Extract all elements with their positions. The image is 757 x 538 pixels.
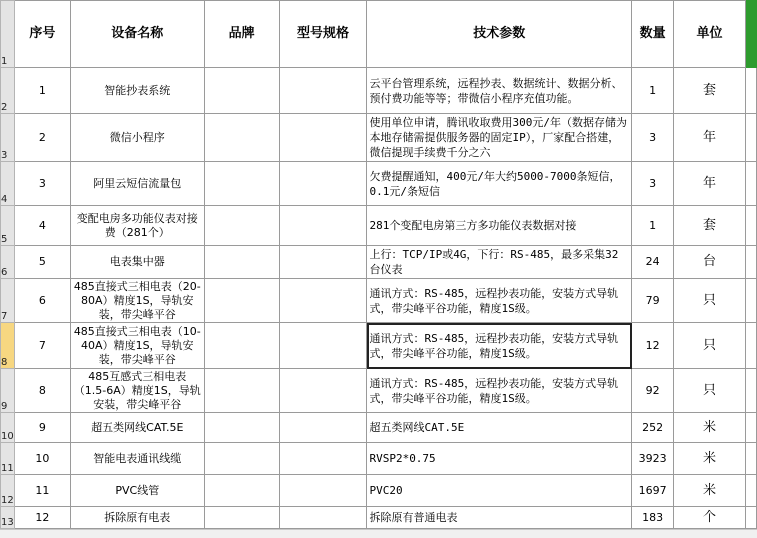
- cell-extra[interactable]: [745, 443, 756, 475]
- cell-seq[interactable]: 8: [14, 369, 70, 413]
- header-tech[interactable]: 技术参数: [367, 1, 632, 68]
- cell-tech[interactable]: 281个变配电房第三方多功能仪表数据对接: [367, 206, 632, 246]
- cell-model[interactable]: [279, 369, 367, 413]
- header-model[interactable]: 型号规格: [279, 1, 367, 68]
- cell-name[interactable]: 超五类网线CAT.5E: [70, 413, 204, 443]
- cell-unit[interactable]: 只: [674, 323, 746, 369]
- header-qty[interactable]: 数量: [632, 1, 674, 68]
- cell-seq[interactable]: 6: [14, 279, 70, 323]
- table-row: [1, 507, 757, 529]
- table-row: [1, 279, 757, 323]
- cell-tech[interactable]: 上行：TCP/IP或4G，下行：RS-485，最多采集32台仪表: [367, 246, 632, 279]
- accent-strip: [745, 1, 756, 68]
- cell-tech[interactable]: 云平台管理系统，远程抄表、数据统计、数据分析、预付费功能等等；带微信小程序充值功能。: [367, 68, 632, 114]
- cell-name[interactable]: 阿里云短信流量包: [70, 162, 204, 206]
- cell-tech[interactable]: 拆除原有普通电表: [367, 507, 632, 529]
- cell-unit[interactable]: 年: [674, 114, 746, 162]
- cell-qty[interactable]: 3: [632, 114, 674, 162]
- header-brand[interactable]: 品牌: [204, 1, 279, 68]
- cell-name[interactable]: 485直接式三相电表（20-80A）精度1S，导轨安装，带尖峰平谷: [70, 279, 204, 323]
- cell-seq[interactable]: 11: [14, 475, 70, 507]
- row-number: 9: [1, 401, 8, 412]
- header-name[interactable]: 设备名称: [70, 1, 204, 68]
- cell-brand[interactable]: [204, 323, 279, 369]
- cell-name[interactable]: 智能抄表系统: [70, 68, 204, 114]
- table-row: [1, 413, 757, 443]
- table-row: [1, 162, 757, 206]
- cell-model[interactable]: [279, 162, 367, 206]
- row-header[interactable]: [1, 369, 15, 413]
- cell-name[interactable]: 智能电表通讯线缆: [70, 443, 204, 475]
- cell-unit[interactable]: 年: [674, 162, 746, 206]
- row-header[interactable]: [1, 323, 15, 369]
- cell-seq[interactable]: 9: [14, 413, 70, 443]
- cell-model[interactable]: [279, 246, 367, 279]
- cell-brand[interactable]: [204, 68, 279, 114]
- cell-brand[interactable]: [204, 413, 279, 443]
- row-number: 12: [1, 495, 14, 506]
- cell-name[interactable]: 485互感式三相电表（1.5-6A）精度1S，导轨安装，带尖峰平谷: [70, 369, 204, 413]
- cell-model[interactable]: [279, 323, 367, 369]
- header-seq[interactable]: 序号: [14, 1, 70, 68]
- cell-qty[interactable]: 3: [632, 162, 674, 206]
- cell-brand[interactable]: [204, 206, 279, 246]
- row-number: 3: [1, 150, 8, 161]
- cell-extra[interactable]: [745, 279, 756, 323]
- cell-seq[interactable]: 2: [14, 114, 70, 162]
- cell-name[interactable]: PVC线管: [70, 475, 204, 507]
- cell-tech[interactable]: 使用单位申请，腾讯收取费用300元/年（数据存储为本地存储需提供服务器的固定IP），厂家配合搭建，微信提现手续费千分之六: [367, 114, 632, 162]
- table-row: [1, 369, 757, 413]
- cell-seq[interactable]: 3: [14, 162, 70, 206]
- table-row: [1, 246, 757, 279]
- row-header[interactable]: 1: [1, 1, 15, 68]
- cell-seq[interactable]: 4: [14, 206, 70, 246]
- cell-unit[interactable]: 套: [674, 206, 746, 246]
- table-row: [1, 114, 757, 162]
- row-header[interactable]: [1, 206, 15, 246]
- cell-tech[interactable]: 通讯方式：RS-485，远程抄表功能，安装方式导轨式，带尖峰平谷功能，精度1S级。: [367, 323, 632, 369]
- cell-model[interactable]: [279, 443, 367, 475]
- row-header[interactable]: [1, 443, 15, 475]
- cell-name[interactable]: 变配电房多功能仪表对接费（281个）: [70, 206, 204, 246]
- cell-extra[interactable]: [745, 162, 756, 206]
- cell-extra[interactable]: [745, 413, 756, 443]
- cell-qty[interactable]: 183: [632, 507, 674, 529]
- row-number: 10: [1, 431, 14, 442]
- cell-brand[interactable]: [204, 114, 279, 162]
- table-row: [1, 475, 757, 507]
- row-header[interactable]: [1, 246, 15, 279]
- table-row: [1, 323, 757, 369]
- cell-seq[interactable]: 1: [14, 68, 70, 114]
- cell-extra[interactable]: [745, 323, 756, 369]
- cell-model[interactable]: [279, 279, 367, 323]
- cell-extra[interactable]: [745, 206, 756, 246]
- cell-name[interactable]: 拆除原有电表: [70, 507, 204, 529]
- cell-seq[interactable]: 7: [14, 323, 70, 369]
- cell-extra[interactable]: [745, 246, 756, 279]
- cell-seq[interactable]: 12: [14, 507, 70, 529]
- cell-unit[interactable]: 个: [674, 507, 746, 529]
- cell-tech[interactable]: RVSP2*0.75: [367, 443, 632, 475]
- table-row: [1, 206, 757, 246]
- cell-brand[interactable]: [204, 369, 279, 413]
- cell-model[interactable]: [279, 507, 367, 529]
- table-row: [1, 443, 757, 475]
- cell-qty[interactable]: 3923: [632, 443, 674, 475]
- table-row: [1, 68, 757, 114]
- cell-brand[interactable]: [204, 443, 279, 475]
- cell-extra[interactable]: [745, 507, 756, 529]
- header-row: [1, 1, 757, 68]
- cell-unit[interactable]: 套: [674, 68, 746, 114]
- cell-qty[interactable]: 1697: [632, 475, 674, 507]
- cell-brand[interactable]: [204, 507, 279, 529]
- row-number: 5: [1, 234, 8, 245]
- cell-tech[interactable]: 通讯方式：RS-485，远程抄表功能，安装方式导轨式，带尖峰平谷功能，精度1S级。: [367, 279, 632, 323]
- row-header[interactable]: [1, 507, 15, 529]
- cell-model[interactable]: [279, 413, 367, 443]
- cell-qty[interactable]: 79: [632, 279, 674, 323]
- cell-name[interactable]: 微信小程序: [70, 114, 204, 162]
- cell-name[interactable]: 485直接式三相电表（10-40A）精度1S，导轨安装，带尖峰平谷: [70, 323, 204, 369]
- cell-brand[interactable]: [204, 279, 279, 323]
- cell-qty[interactable]: 1: [632, 206, 674, 246]
- cell-unit[interactable]: 米: [674, 475, 746, 507]
- cell-unit[interactable]: 米: [674, 443, 746, 475]
- row-header[interactable]: [1, 279, 15, 323]
- cell-brand[interactable]: [204, 246, 279, 279]
- cell-seq[interactable]: 5: [14, 246, 70, 279]
- row-number: 8: [1, 357, 8, 368]
- cell-qty[interactable]: 92: [632, 369, 674, 413]
- row-header[interactable]: [1, 413, 15, 443]
- cell-unit[interactable]: 只: [674, 279, 746, 323]
- cell-tech[interactable]: PVC20: [367, 475, 632, 507]
- cell-extra[interactable]: [745, 114, 756, 162]
- cell-model[interactable]: [279, 475, 367, 507]
- row-header[interactable]: [1, 68, 15, 114]
- row-number: 6: [1, 267, 8, 278]
- row-number: 2: [1, 102, 8, 113]
- row-number: 13: [1, 517, 14, 528]
- cell-extra[interactable]: [745, 369, 756, 413]
- cell-qty[interactable]: 252: [632, 413, 674, 443]
- cell-extra[interactable]: [745, 68, 756, 114]
- cell-tech[interactable]: 通讯方式：RS-485，远程抄表功能，安装方式导轨式，带尖峰平谷功能，精度1S级。: [367, 369, 632, 413]
- row-header[interactable]: [1, 475, 15, 507]
- header-unit[interactable]: 单位: [674, 1, 746, 68]
- cell-tech[interactable]: 超五类网线CAT.5E: [367, 413, 632, 443]
- cell-unit[interactable]: 台: [674, 246, 746, 279]
- cell-tech[interactable]: 欠费提醒通知，400元/年大约5000-7000条短信，0.1元/条短信: [367, 162, 632, 206]
- cell-model[interactable]: [279, 68, 367, 114]
- cell-name[interactable]: 电表集中器: [70, 246, 204, 279]
- cell-model[interactable]: [279, 206, 367, 246]
- cell-qty[interactable]: 24: [632, 246, 674, 279]
- cell-brand[interactable]: [204, 162, 279, 206]
- row-number: 4: [1, 194, 8, 205]
- row-number: 11: [1, 463, 14, 474]
- cell-qty[interactable]: 12: [632, 323, 674, 369]
- cell-model[interactable]: [279, 114, 367, 162]
- row-number: 7: [1, 311, 8, 322]
- cell-qty[interactable]: 1: [632, 68, 674, 114]
- cell-brand[interactable]: [204, 475, 279, 507]
- row-header[interactable]: [1, 114, 15, 162]
- cell-seq[interactable]: 10: [14, 443, 70, 475]
- cell-extra[interactable]: [745, 475, 756, 507]
- cell-unit[interactable]: 只: [674, 369, 746, 413]
- cell-unit[interactable]: 米: [674, 413, 746, 443]
- row-header[interactable]: [1, 162, 15, 206]
